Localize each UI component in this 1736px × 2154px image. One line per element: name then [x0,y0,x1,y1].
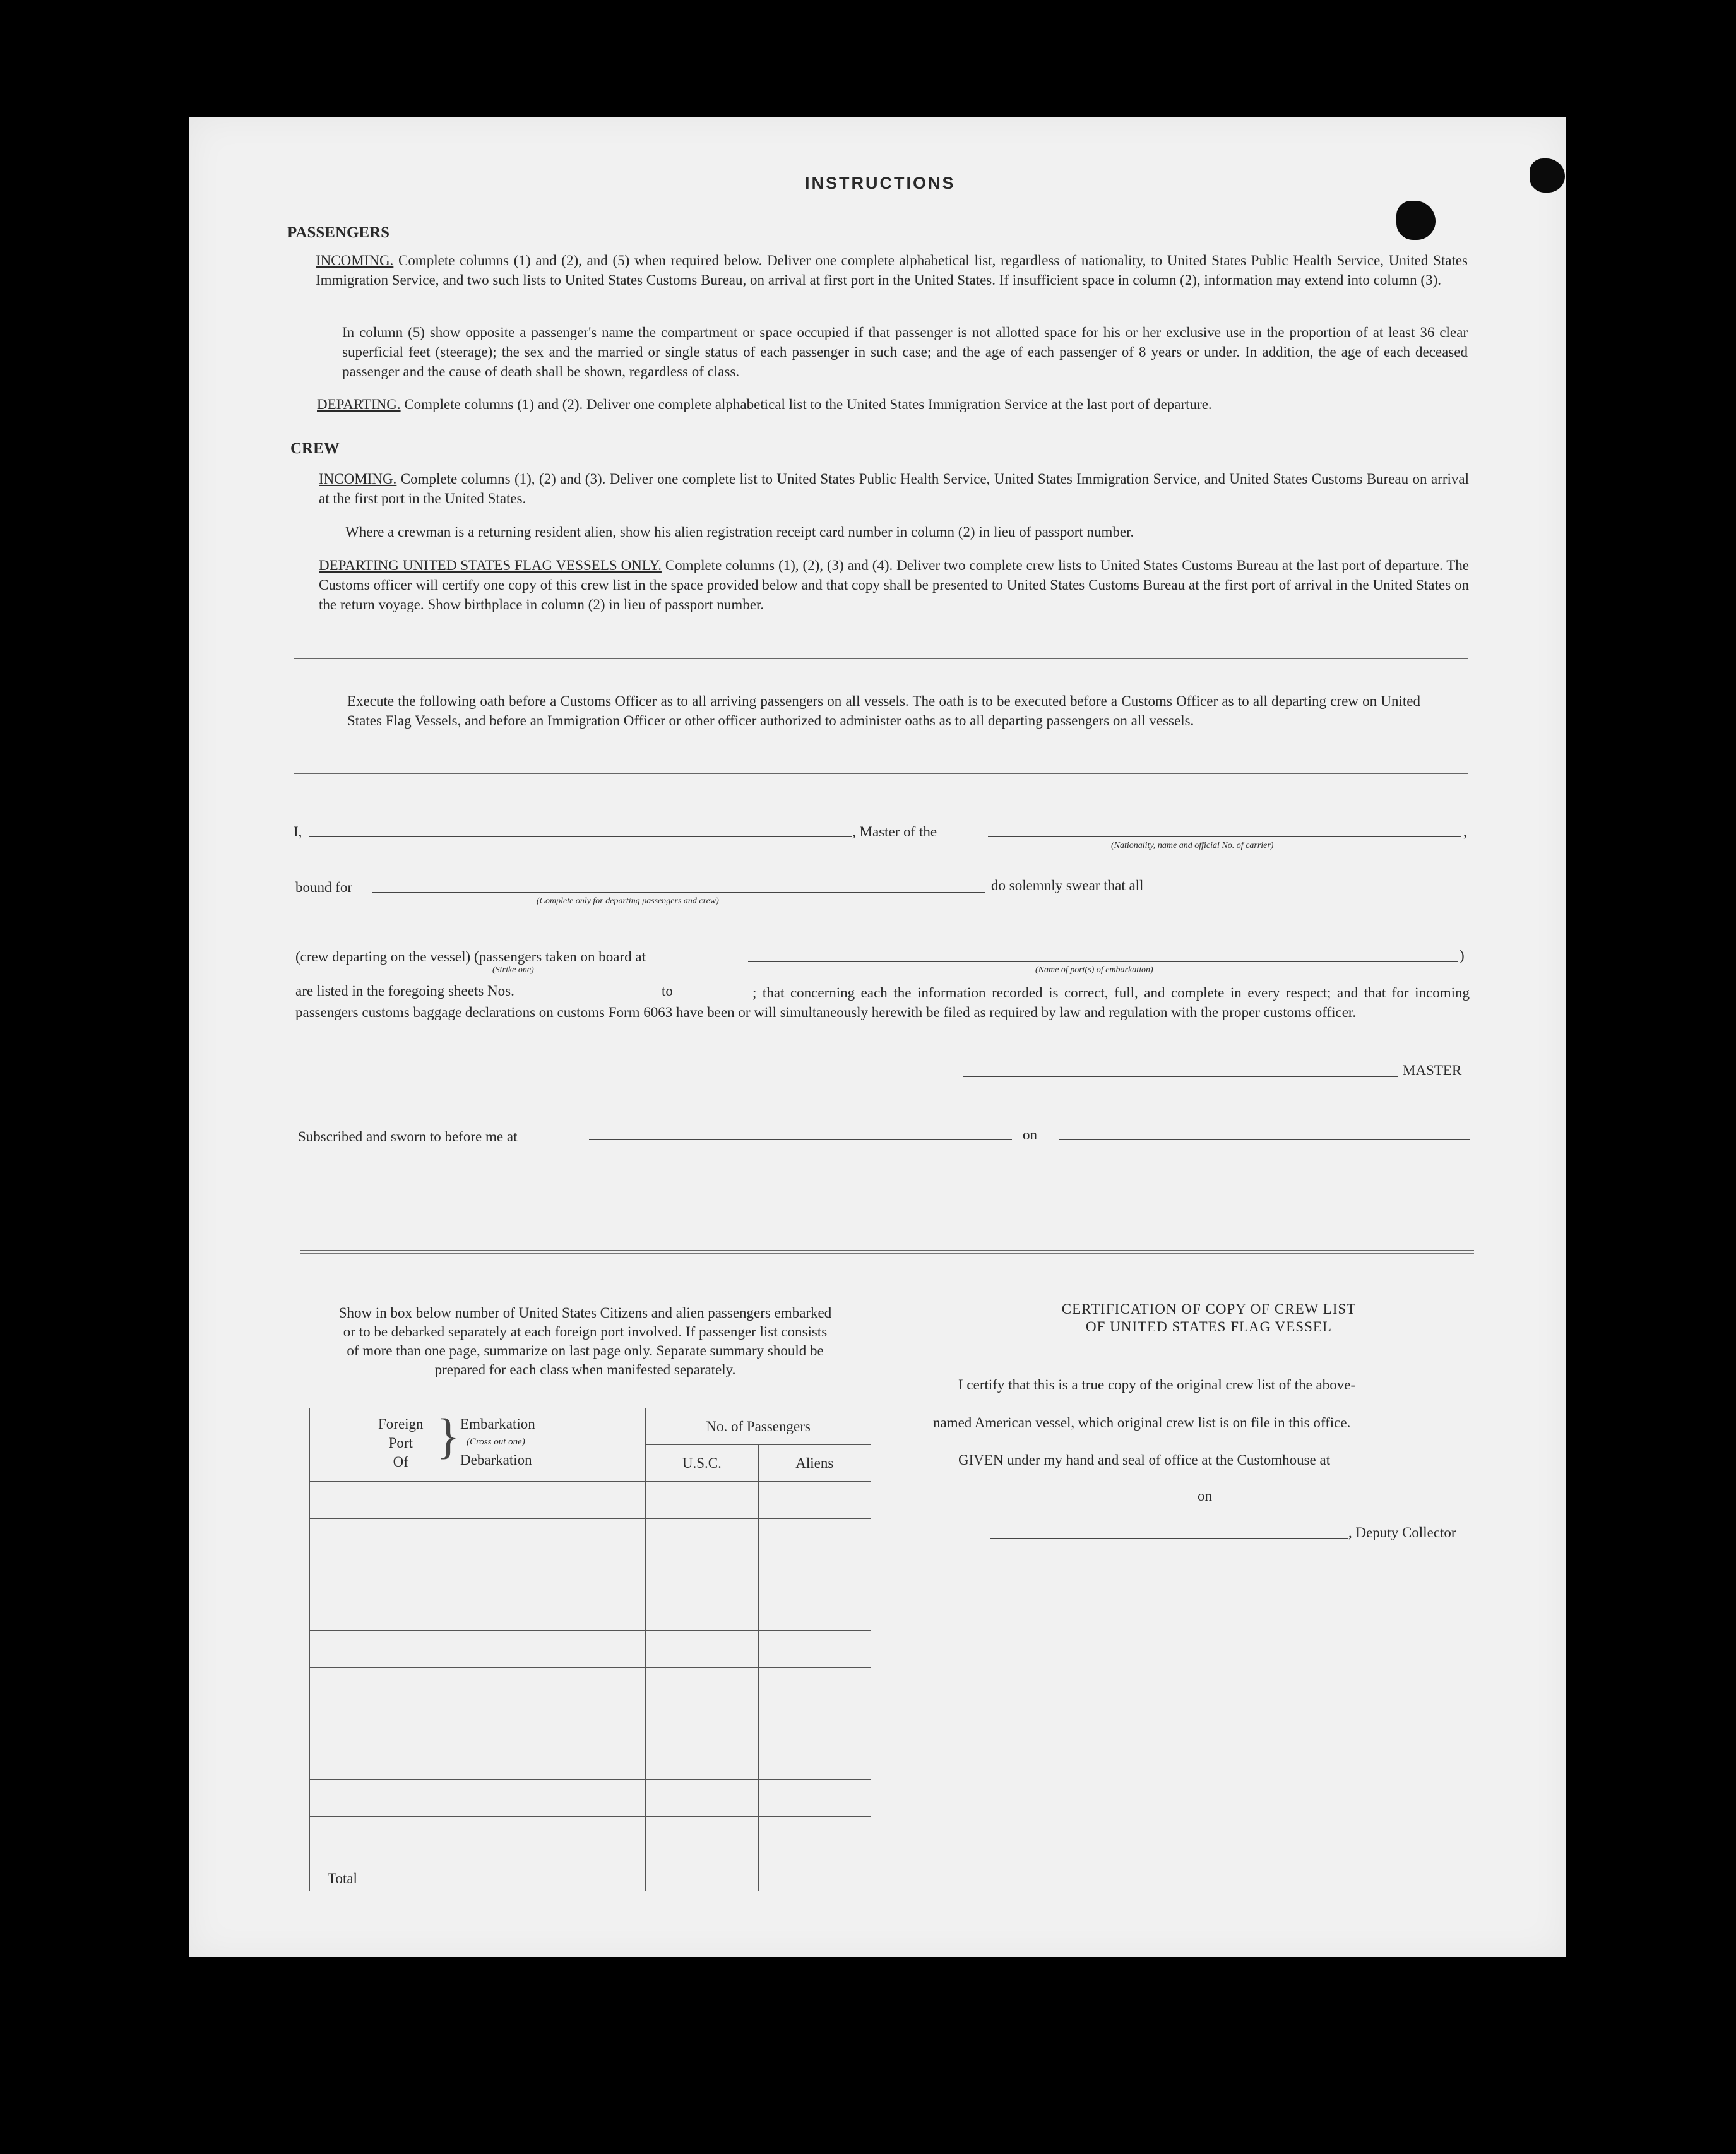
usc-cell[interactable] [646,1817,758,1854]
port-cell[interactable] [310,1482,646,1519]
usc-cell[interactable] [646,1593,758,1631]
crew-departing-label: DEPARTING UNITED STATES FLAG VESSELS ONLY. [319,557,662,573]
page-title: INSTRUCTIONS [805,174,956,193]
bound-for-field[interactable] [372,892,985,893]
aliens-total-cell[interactable] [758,1854,871,1891]
passenger-summary-table [309,1408,871,1891]
crew-departing-paragraph [319,556,1469,614]
foreign-port-of-label [378,1415,424,1472]
divider-rule [294,658,1468,662]
deputy-collector-label: , Deputy Collector [1348,1525,1456,1540]
of-word: Of [393,1454,408,1470]
sworn-date-field[interactable] [1059,1139,1470,1140]
usc-cell[interactable] [646,1482,758,1519]
embark-debark-labels [460,1415,535,1470]
crew-heading: CREW [290,440,340,457]
aliens-header: Aliens [758,1445,871,1482]
aliens-cell[interactable] [758,1742,871,1780]
cross-out-note: (Cross out one) [467,1437,525,1447]
passengers-incoming-label: INCOMING. [316,253,394,268]
debarkation-label: Debarkation [460,1452,532,1468]
strike-one-note: (Strike one) [492,965,534,975]
aliens-cell[interactable] [758,1519,871,1556]
certify-line1: I certify that this is a true copy of the original crew list of the above- [958,1377,1356,1393]
master-signature-field[interactable] [963,1076,1398,1077]
aliens-cell[interactable] [758,1668,871,1705]
num-passengers-header: No. of Passengers [646,1408,871,1445]
deputy-collector-signature-field[interactable] [990,1538,1348,1539]
listed-label: are listed in the foregoing sheets Nos. [295,983,514,999]
complete-only-note: (Complete only for departing passengers and crew) [537,896,719,906]
port-header-cell [310,1408,646,1482]
usc-total-cell[interactable] [646,1854,758,1891]
passengers-incoming-text: Complete columns (1) and (2), and (5) when required below. Deliver one complete alphabetical list, regardless of nationality, to United States Public Health Service, United States Immigration Service, and two such lists to United States Customs Bureau, on arrival at first port in the United States. If insufficient space in column (2), information may extend into column (3). [316,253,1468,288]
oath-intro-paragraph: Execute the following oath before a Customs Officer as to all arriving passengers on all vessels. The oath is to be executed before a Customs Officer as to all departing crew on United States Flag Vessels, and before an Immigration Officer or other officer authorized to administer oaths as to all departing passengers on all vessels. [347,693,1420,729]
usc-header: U.S.C. [646,1445,758,1482]
passengers-heading: PASSENGERS [287,224,390,241]
comma: , [1463,824,1467,840]
aliens-cell[interactable] [758,1482,871,1519]
usc-cell[interactable] [646,1631,758,1668]
nationality-note: (Nationality, name and official No. of carrier) [1111,841,1274,850]
crew-incoming-paragraph [319,469,1469,508]
summary-intro-paragraph: Show in box below number of United States Citizens and alien passengers embarked or to be debarked separately at each foreign port involved. If passenger list consists of more than one page, summarize on last page only. Separate summary should be prepared for each class when manifested separately. [338,1305,832,1377]
usc-cell[interactable] [646,1556,758,1593]
aliens-cell[interactable] [758,1593,871,1631]
usc-cell[interactable] [646,1519,758,1556]
embarkation-label: Embarkation [460,1416,535,1432]
sworn-on-label: on [1023,1127,1037,1143]
certification-title [1020,1300,1398,1336]
divider-rule [294,773,1468,777]
port-cell[interactable] [310,1780,646,1817]
passengers-departing-paragraph [317,395,1469,414]
crew-incoming-text: Complete columns (1), (2) and (3). Deliver one complete list to United States Public Health Service, United States Immigration Service, and United States Customs Bureau on arrival at the first port in the United States. [319,471,1469,506]
total-label: Total [310,1854,646,1891]
passengers-incoming-paragraph [316,251,1468,290]
subscribed-label: Subscribed and sworn to before me at [298,1129,518,1145]
aliens-cell[interactable] [758,1556,871,1593]
certify-on-label: on [1198,1488,1212,1504]
master-name-field[interactable] [309,836,852,837]
certification-title-line1: CERTIFICATION OF COPY OF CREW LIST [1061,1301,1357,1317]
certify-line2: named American vessel, which original crew list is on file in this office. [933,1415,1351,1431]
master-of-label: , Master of the [852,824,937,840]
port-cell[interactable] [310,1631,646,1668]
sworn-place-field[interactable] [589,1139,1012,1140]
port-cell[interactable] [310,1705,646,1742]
aliens-cell[interactable] [758,1817,871,1854]
brace-symbol: } [436,1408,460,1463]
port-cell[interactable] [310,1742,646,1780]
certification-title-line2: OF UNITED STATES FLAG VESSEL [1086,1319,1332,1335]
port-cell[interactable] [310,1519,646,1556]
oath-i-label: I, [294,824,302,840]
port-cell[interactable] [310,1668,646,1705]
passengers-departing-text: Complete columns (1) and (2). Deliver one complete alphabetical list to the United States Immigration Service at the last port of departure. [404,396,1212,412]
crew-passengers-label: (crew departing on the vessel) (passengers taken on board at [295,949,646,965]
swear-label: do solemnly swear that all [991,878,1144,893]
vessel-field[interactable] [988,836,1461,837]
bound-for-label: bound for [295,879,353,895]
aliens-cell[interactable] [758,1631,871,1668]
given-label: GIVEN under my hand and seal of office at the Customhouse at [958,1452,1331,1468]
usc-cell[interactable] [646,1705,758,1742]
embarkation-port-field[interactable] [748,961,1458,962]
ports-note: (Name of port(s) of embarkation) [1035,965,1153,975]
listed-continuation: ; that concerning each the information recorded is correct, full, and complete in every respect; and that for incoming passengers customs baggage declarations on customs Form 6063 have been or will simultaneously herewith be filed as required by law and regulation with the proper customs officer. [295,985,1470,1020]
foreign-word: Foreign [378,1416,424,1432]
listed-to-label: to [662,983,673,999]
usc-cell[interactable] [646,1742,758,1780]
aliens-cell[interactable] [758,1705,871,1742]
port-cell[interactable] [310,1556,646,1593]
port-word: Port [388,1435,413,1451]
ink-blot-mark [1530,158,1565,193]
usc-cell[interactable] [646,1780,758,1817]
port-cell[interactable] [310,1593,646,1631]
crew-resident-paragraph: Where a crewman is a returning resident alien, show his alien registration receipt card number in column (2) in lieu of passport number. [345,524,1134,540]
crew-departing-text: Complete columns (1), (2), (3) and (4). Deliver two complete crew lists to United States Customs Bureau at the last port of departure. The Customs officer will certify one copy of this crew list in the space provided below and that copy shall be presented to United States Customs Bureau at the first port of arrival in the United States on the return voyage. Show birthplace in column (2) in lieu of passport number. [319,557,1470,612]
ink-blot-mark [1396,201,1436,240]
divider-rule [300,1250,1474,1254]
aliens-cell[interactable] [758,1780,871,1817]
port-cell[interactable] [310,1817,646,1854]
form-page [189,117,1566,1957]
crew-incoming-label: INCOMING. [319,471,397,487]
passengers-departing-label: DEPARTING. [317,396,401,412]
close-paren: ) [1460,948,1465,963]
usc-cell[interactable] [646,1668,758,1705]
passengers-column5-paragraph: In column (5) show opposite a passenger's name the compartment or space occupied if that passenger is not allotted space for his or her exclusive use in the proportion of at least 36 clear superficial feet (steerage); the sex and the married or single status of each passenger in such case; and the age of each passenger of 8 years or under. In addition, the age of each deceased passenger and the cause of death shall be shown, regardless of class. [342,324,1468,379]
master-label: MASTER [1403,1062,1462,1078]
